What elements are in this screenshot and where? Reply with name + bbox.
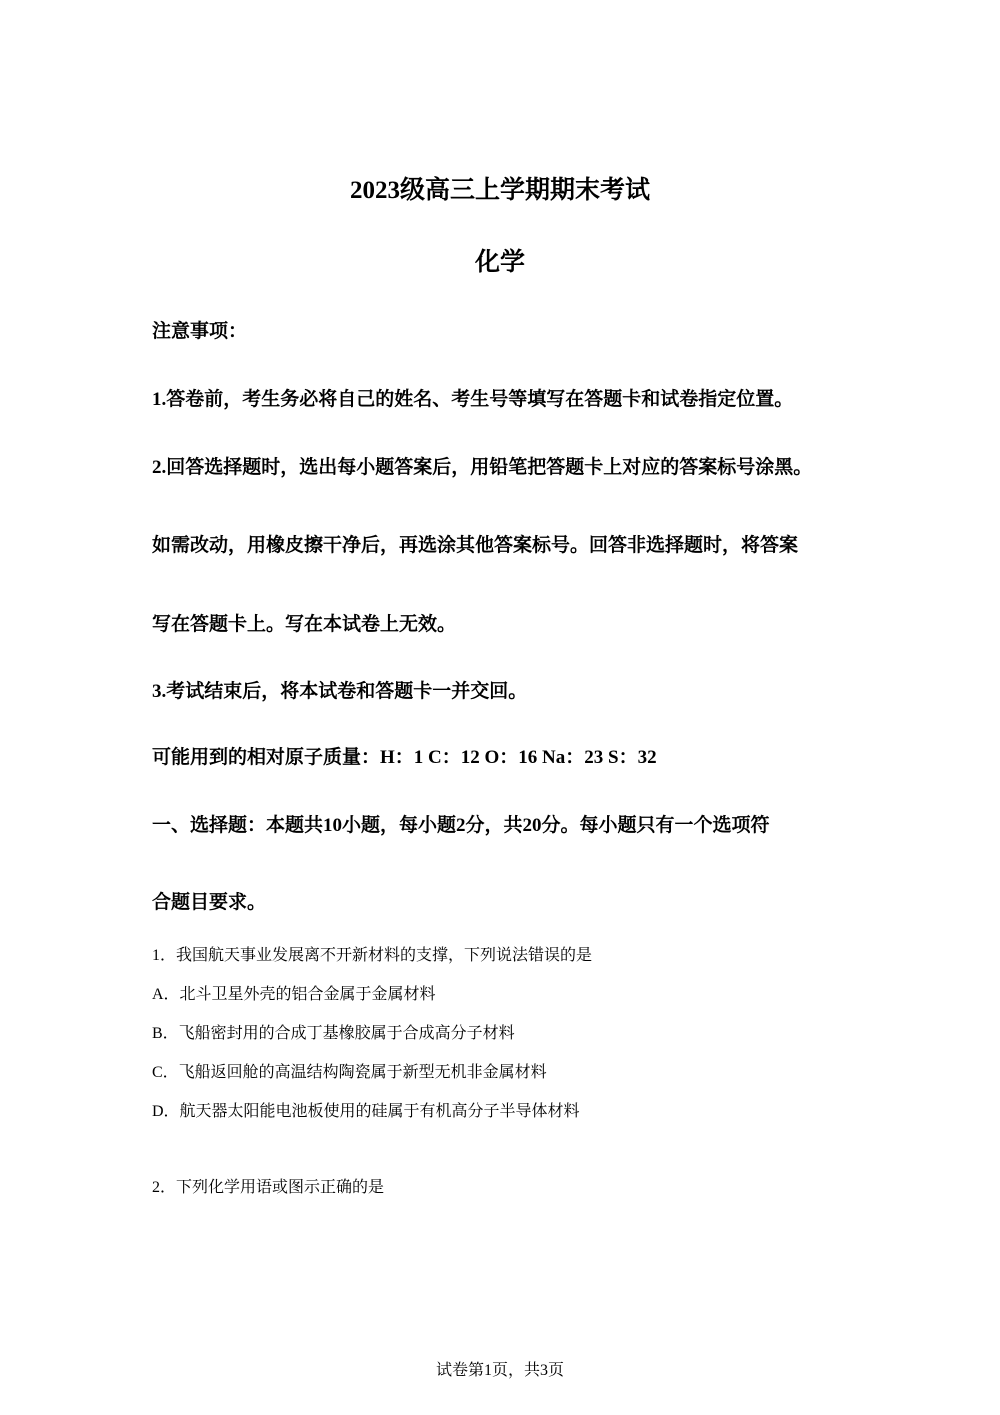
question-1-stem: 1．我国航天事业发展离不开新材料的支撑，下列说法错误的是 <box>152 947 593 964</box>
question-1-option-d: D．航天器太阳能电池板使用的硅属于有机高分子半导体材料 <box>152 1103 580 1120</box>
subject-title: 化学 <box>474 249 525 276</box>
question-1-option-c: C．飞船返回舱的高温结构陶瓷属于新型无机非金属材料 <box>152 1064 547 1081</box>
question-1-option-a: A．北斗卫星外壳的铝合金属于金属材料 <box>152 986 436 1003</box>
notice-heading: 注意事项： <box>152 321 248 342</box>
notice-item-1: 1.答卷前，考生务必将自己的姓名、考生号等填写在答题卡和试卷指定位置。 <box>152 389 794 410</box>
question-2-stem: 2．下列化学用语或图示正确的是 <box>152 1179 385 1196</box>
notice-item-3: 3.考试结束后，将本试卷和答题卡一并交回。 <box>152 681 528 702</box>
notice-item-2-line-1: 2.回答选择题时，选出每小题答案后，用铅笔把答题卡上对应的答案标号涂黑。 <box>152 457 813 478</box>
section-1-instructions-line-2: 合题目要求。 <box>152 892 267 913</box>
notice-item-2-line-3: 写在答题卡上。写在本试卷上无效。 <box>152 614 457 635</box>
atomic-masses: 可能用到的相对原子质量：H：1 C：12 O：16 Na：23 S：32 <box>152 747 657 768</box>
question-1-option-b: B．飞船密封用的合成丁基橡胶属于合成高分子材料 <box>152 1025 515 1042</box>
section-1-instructions-line-1: 一、选择题：本题共10小题，每小题2分，共20分。每小题只有一个选项符 <box>152 815 770 836</box>
exam-title: 2023级高三上学期期末考试 <box>349 177 650 204</box>
notice-item-2-line-2: 如需改动，用橡皮擦干净后，再选涂其他答案标号。回答非选择题时，将答案 <box>152 535 799 556</box>
page-footer: 试卷第1页，共3页 <box>435 1362 564 1379</box>
